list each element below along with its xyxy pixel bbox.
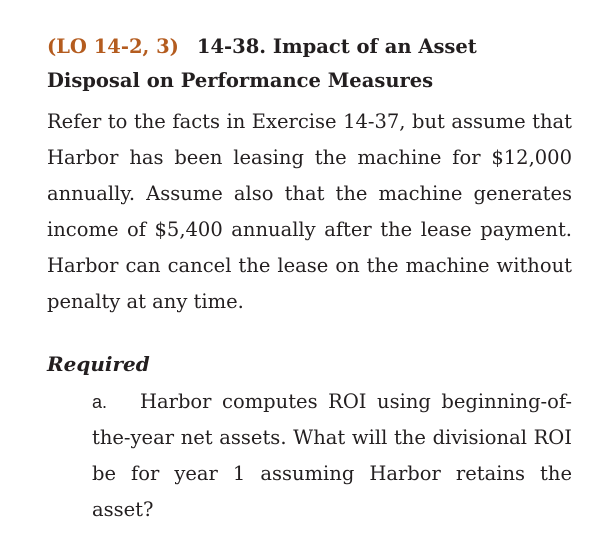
- required-item-letter: a.: [92, 392, 108, 412]
- required-item-a: [92, 384, 572, 528]
- exercise-heading: [47, 30, 572, 98]
- learning-objective-tag: (LO 14-2, 3): [47, 35, 179, 58]
- exercise-body: Refer to the facts in Exercise 14-37, but assume that Harbor has been leasing the machine for $12,000 annually. Assume also that the machine generates income of $5,400 annually after the lease payment. Harbor can cancel the lease on the machine without penalty at any time.: [47, 110, 572, 313]
- required-item-text: Harbor computes ROI using beginning-of-the-year net assets. What will the divisional ROI be for year 1 assuming Harbor retains the asset?: [92, 390, 572, 521]
- exercise-title: 14-38. Impact of an Asset Disposal on Performance Measures: [47, 35, 477, 92]
- required-heading: Required: [47, 352, 150, 376]
- exercise-block: [47, 30, 572, 528]
